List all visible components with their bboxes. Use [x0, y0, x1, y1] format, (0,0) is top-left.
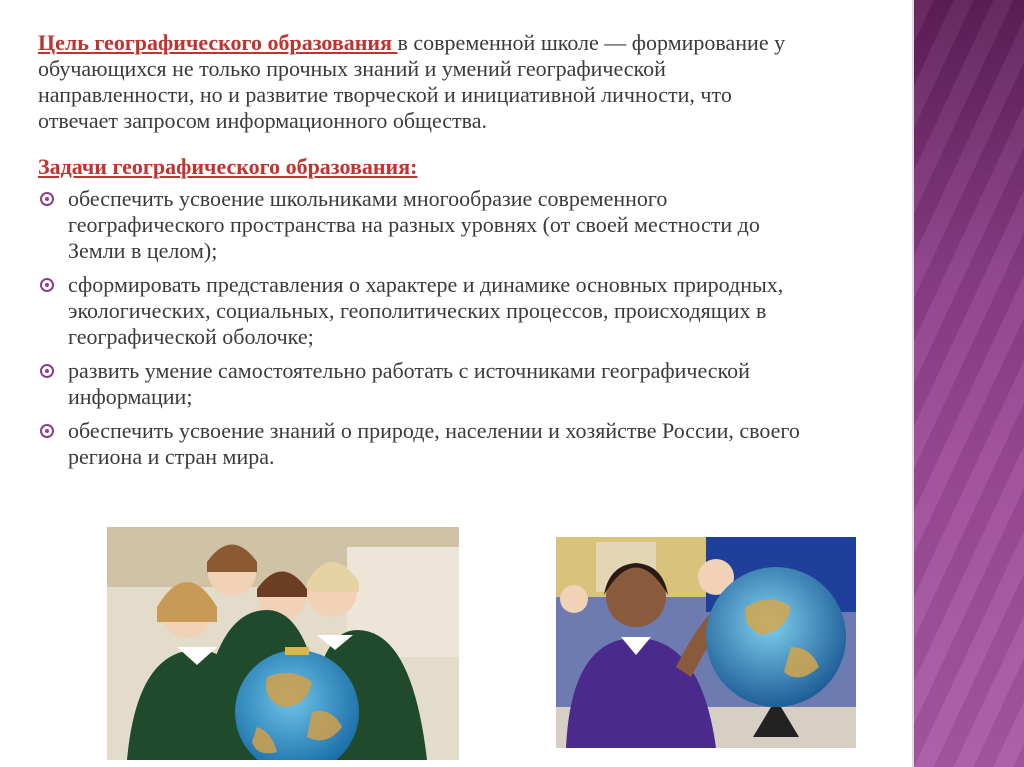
list-item-text: обеспечить усвоение знаний о природе, населении и хозяйстве России, своего региона и стран мира. — [68, 418, 800, 469]
photo-girl-with-globe — [556, 537, 856, 748]
list-item-text: обеспечить усвоение школьниками многообразие современного географического пространства на разных уровнях (от своей местности до Земли в целом); — [68, 186, 760, 263]
list-item-text: развить умение самостоятельно работать с источниками географической информации; — [68, 358, 750, 409]
bullet-icon — [40, 424, 54, 438]
tasks-list — [38, 186, 808, 470]
tasks-title: Задачи географического образования: — [38, 154, 418, 179]
list-item — [38, 186, 808, 264]
list-item-text: сформировать представления о характере и динамике основных природных, экологических, социальных, геополитических процессов, происходящих в географической оболочке; — [68, 272, 784, 349]
decorative-side-band — [914, 0, 1024, 767]
list-item — [38, 272, 808, 350]
bullet-icon — [40, 364, 54, 378]
photo-children-with-globe — [107, 527, 459, 760]
tasks-heading — [38, 154, 808, 180]
bullet-icon — [40, 192, 54, 206]
goal-title: Цель географического образования — [38, 30, 398, 55]
divider-line — [912, 0, 914, 767]
bullet-icon — [40, 278, 54, 292]
list-item — [38, 418, 808, 470]
goal-text: в современной школе — формирование у обучающихся не только прочных знаний и умений географической направленности, но и развитие творческой и инициативной личности, что отвечает запросом информационного общества. — [38, 30, 786, 133]
slide-content — [38, 30, 808, 478]
list-item — [38, 358, 808, 410]
goal-paragraph — [38, 30, 808, 134]
